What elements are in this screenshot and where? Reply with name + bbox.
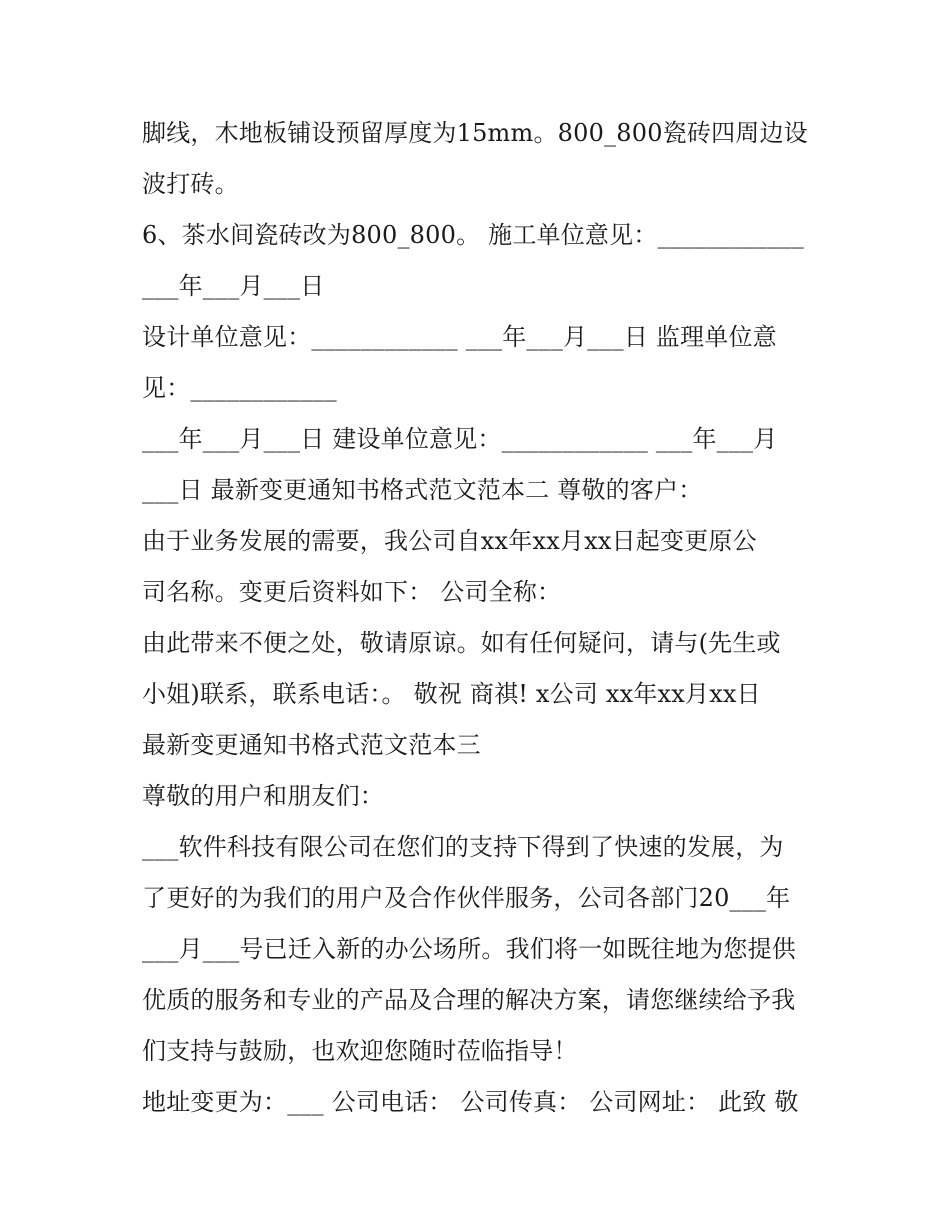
salutation: 尊敬的用户和朋友们： (142, 782, 384, 810)
text-line: 见：____________ (142, 374, 337, 402)
text-line: ___日 最新变更通知书格式范文范本二 尊敬的客户： (142, 476, 703, 504)
text-line: 脚线，木地板铺设预留厚度为15mm。800_800瓷砖四周边设 (142, 119, 808, 147)
text-line: 由此带来不便之处，敬请原谅。如有任何疑问，请与(先生或 (142, 629, 781, 657)
text-line: 设计单位意见：____________ ___年___月___日 监理单位意 (142, 323, 777, 351)
text-line: 波打砖。 (142, 170, 239, 198)
text-line: ___年___月___日 建设单位意见：____________ ___年___月 (142, 425, 778, 453)
text-line: 地址变更为：___ 公司电话： 公司传真： 公司网址： 此致 敬 (142, 1088, 799, 1116)
text-line: 司名称。变更后资料如下： 公司全称： (142, 578, 562, 606)
text-line: 6、茶水间瓷砖改为800_800。 施工单位意见：____________ (142, 221, 804, 249)
text-line: ___软件科技有限公司在您们的支持下得到了快速的发展，为 (142, 833, 784, 861)
section-heading: 最新变更通知书格式范文范本三 (142, 731, 481, 759)
text-line: ___月___号已迁入新的办公场所。我们将一如既往地为您提供 (142, 935, 796, 963)
document-body (142, 108, 822, 1128)
text-line: 小姐)联系，联系电话：。 敬祝 商祺! x公司 xx年xx月xx日 (142, 680, 761, 708)
text-line: 由于业务发展的需要，我公司自xx年xx月xx日起变更原公 (142, 527, 757, 555)
text-line: 了更好的为我们的用户及合作伙伴服务，公司各部门20___年 (142, 884, 791, 912)
text-line: 优质的服务和专业的产品及合理的解决方案，请您继续给予我 (142, 986, 796, 1014)
text-line: ___年___月___日 (142, 272, 325, 300)
text-line: 们支持与鼓励，也欢迎您随时莅临指导！ (142, 1037, 578, 1065)
